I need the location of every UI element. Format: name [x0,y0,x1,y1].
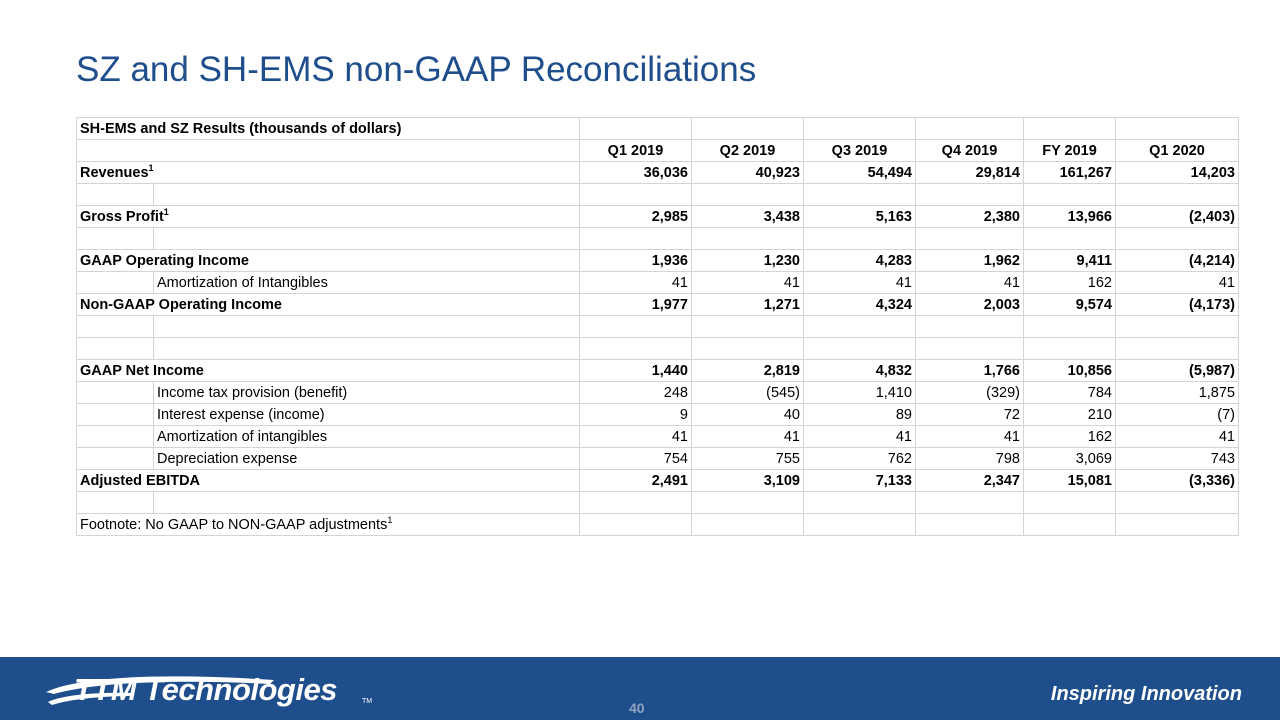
column-header: Q1 2019 [580,140,692,162]
column-header: Q1 2020 [1116,140,1239,162]
empty-cell [916,338,1024,360]
table-row [77,118,1239,140]
table-row [77,162,1239,184]
value-cell: 41 [916,272,1024,294]
empty-cell [804,338,916,360]
table-row [77,184,1239,206]
empty-cell [916,184,1024,206]
page-number: 40 [629,700,645,716]
value-cell: 41 [804,272,916,294]
empty-cell [804,492,916,514]
value-cell: 2,491 [580,470,692,492]
value-cell: 41 [916,426,1024,448]
value-cell: 1,230 [692,250,804,272]
empty-cell [804,316,916,338]
row-label: Interest expense (income) [154,404,580,426]
value-cell: 2,003 [916,294,1024,316]
empty-cell [692,228,804,250]
value-cell: (4,214) [1116,250,1239,272]
tagline: Inspiring Innovation [1050,683,1242,705]
empty-cell [692,316,804,338]
empty-cell [77,316,154,338]
value-cell: (4,173) [1116,294,1239,316]
row-label: Depreciation expense [154,448,580,470]
value-cell: 10,856 [1024,360,1116,382]
row-label [77,162,580,184]
value-cell: 40,923 [692,162,804,184]
row-label [77,294,580,316]
value-cell: 743 [1116,448,1239,470]
value-cell: 14,203 [1116,162,1239,184]
table-row [77,360,1239,382]
table-row [77,250,1239,272]
table-row [77,316,1239,338]
empty-cell [804,184,916,206]
row-label [77,206,580,228]
value-cell: 15,081 [1024,470,1116,492]
empty-cell [692,338,804,360]
empty-cell [580,338,692,360]
row-label: Income tax provision (benefit) [154,382,580,404]
empty-cell [77,448,154,470]
value-cell: 1,440 [580,360,692,382]
row-label-text: GAAP Operating Income [80,252,249,269]
value-cell: 1,271 [692,294,804,316]
empty-cell [1024,492,1116,514]
value-cell: 1,875 [1116,382,1239,404]
table-row [77,492,1239,514]
empty-cell [1116,492,1239,514]
empty-cell [804,514,916,536]
empty-cell [580,184,692,206]
value-cell: 798 [916,448,1024,470]
empty-cell [1024,228,1116,250]
page-title: SZ and SH-EMS non-GAAP Reconciliations [76,50,757,89]
row-label [77,250,580,272]
empty-cell [154,228,580,250]
empty-cell [692,514,804,536]
table-row [77,470,1239,492]
value-cell: 1,766 [916,360,1024,382]
table-row [77,514,1239,536]
value-cell: 162 [1024,272,1116,294]
empty-cell [77,492,154,514]
value-cell: 9 [580,404,692,426]
table-row [77,140,1239,162]
column-header: Q3 2019 [804,140,916,162]
row-label [77,470,580,492]
empty-cell [1116,316,1239,338]
value-cell: 1,977 [580,294,692,316]
value-cell: 3,069 [1024,448,1116,470]
empty-cell [1024,118,1116,140]
table-row [77,382,1239,404]
column-header: FY 2019 [1024,140,1116,162]
value-cell: 2,380 [916,206,1024,228]
value-cell: 3,109 [692,470,804,492]
table-caption: SH-EMS and SZ Results (thousands of dollars) [77,118,580,140]
value-cell: 4,283 [804,250,916,272]
value-cell: 2,985 [580,206,692,228]
reconciliation-table [76,117,1239,536]
value-cell: 41 [692,426,804,448]
value-cell: (5,987) [1116,360,1239,382]
value-cell: 5,163 [804,206,916,228]
table-row [77,426,1239,448]
empty-cell [1116,514,1239,536]
empty-cell [580,514,692,536]
row-label-text: GAAP Net Income [80,362,204,379]
value-cell: 41 [580,426,692,448]
empty-cell [1024,316,1116,338]
empty-cell [916,514,1024,536]
value-cell: 4,832 [804,360,916,382]
empty-cell [77,228,154,250]
value-cell: 9,574 [1024,294,1116,316]
value-cell: (3,336) [1116,470,1239,492]
value-cell: 4,324 [804,294,916,316]
empty-cell [154,338,580,360]
row-label-text: Non-GAAP Operating Income [80,296,282,313]
value-cell: 72 [916,404,1024,426]
empty-cell [77,272,154,294]
value-cell: 784 [1024,382,1116,404]
empty-cell [154,316,580,338]
empty-cell [916,228,1024,250]
row-label-text: Adjusted EBITDA [80,472,201,489]
empty-cell [77,382,154,404]
value-cell: 162 [1024,426,1116,448]
empty-cell [1116,118,1239,140]
row-label-text: Revenues [80,164,149,181]
value-cell: 762 [804,448,916,470]
value-cell: (7) [1116,404,1239,426]
empty-cell [1024,184,1116,206]
value-cell: 41 [804,426,916,448]
empty-cell [692,492,804,514]
value-cell: 1,410 [804,382,916,404]
empty-cell [1116,338,1239,360]
row-label-superscript: 1 [148,162,154,173]
empty-cell [580,492,692,514]
empty-cell [916,492,1024,514]
table-row [77,448,1239,470]
empty-cell [692,184,804,206]
empty-cell [580,316,692,338]
value-cell: 54,494 [804,162,916,184]
column-header: Q4 2019 [916,140,1024,162]
footnote [77,514,580,536]
value-cell: 161,267 [1024,162,1116,184]
value-cell: 7,133 [804,470,916,492]
value-cell: 2,819 [692,360,804,382]
table-row [77,294,1239,316]
table-row [77,272,1239,294]
empty-cell [580,118,692,140]
table-row [77,404,1239,426]
empty-cell [804,228,916,250]
table-row [77,338,1239,360]
value-cell: 41 [1116,272,1239,294]
value-cell: 13,966 [1024,206,1116,228]
footnote-text: Footnote: No GAAP to NON-GAAP adjustments [80,516,388,533]
value-cell: (545) [692,382,804,404]
value-cell: (2,403) [1116,206,1239,228]
row-label [77,360,580,382]
empty-cell [1024,514,1116,536]
row-label-text: Gross Profit [80,208,164,225]
row-label: Amortization of intangibles [154,426,580,448]
empty-cell [77,426,154,448]
column-header: Q2 2019 [692,140,804,162]
empty-cell [154,184,580,206]
value-cell: 36,036 [580,162,692,184]
empty-cell [916,118,1024,140]
empty-cell [1116,184,1239,206]
value-cell: 89 [804,404,916,426]
footnote-superscript: 1 [387,514,393,525]
empty-cell [804,118,916,140]
value-cell: 1,962 [916,250,1024,272]
value-cell: 248 [580,382,692,404]
table-row [77,228,1239,250]
value-cell: 210 [1024,404,1116,426]
value-cell: 41 [692,272,804,294]
empty-cell [1024,338,1116,360]
value-cell: 29,814 [916,162,1024,184]
value-cell: 41 [1116,426,1239,448]
value-cell: 3,438 [692,206,804,228]
empty-cell [77,140,580,162]
empty-cell [154,492,580,514]
table-row [77,206,1239,228]
value-cell: 41 [580,272,692,294]
row-label: Amortization of Intangibles [154,272,580,294]
value-cell: 754 [580,448,692,470]
ttm-logo-text: TTM Technologies [74,672,337,707]
empty-cell [77,404,154,426]
value-cell: 755 [692,448,804,470]
empty-cell [580,228,692,250]
value-cell: 40 [692,404,804,426]
empty-cell [692,118,804,140]
logo-trademark: TM [362,698,373,705]
empty-cell [1116,228,1239,250]
empty-cell [77,184,154,206]
empty-cell [77,338,154,360]
empty-cell [916,316,1024,338]
value-cell: 9,411 [1024,250,1116,272]
value-cell: 2,347 [916,470,1024,492]
row-label-superscript: 1 [163,206,169,217]
value-cell: 1,936 [580,250,692,272]
value-cell: (329) [916,382,1024,404]
